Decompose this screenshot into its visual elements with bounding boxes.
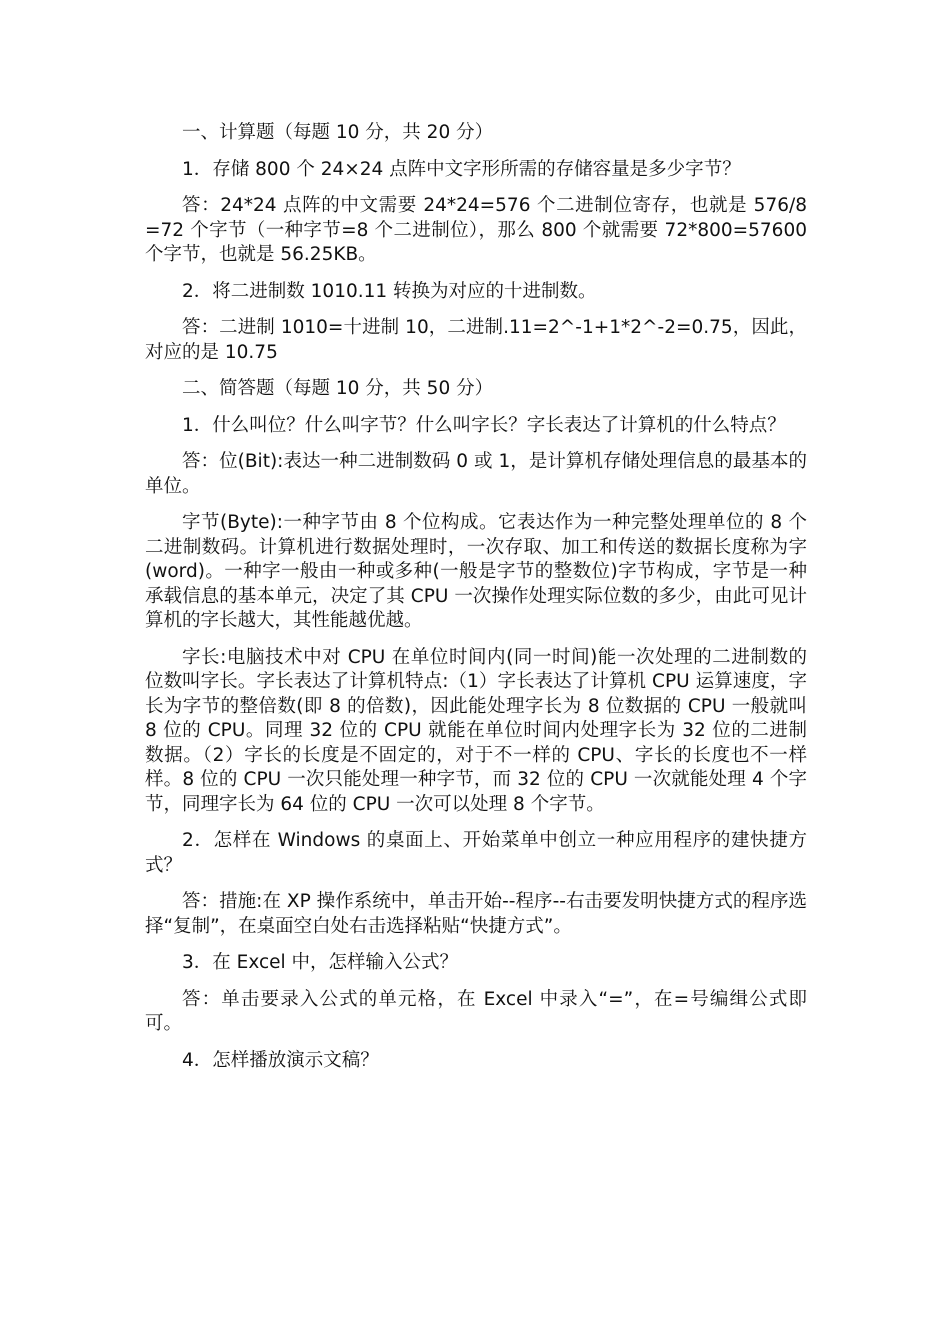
answer-byte: 字节(Byte):一种字节由 8 个位构成。它表达作为一种完整处理单位的 8 个二进制数码。计算机进行数据处理时，一次存取、加工和传送的数据长度称为字(word)。一种字一般由一种或多种(一般是字节的整数位)字节构成，字节是一种承载信息的基本单元，决定了其 CPU 一次操作处理实际位数的多少，由此可见计算机的字长越大，其性能越优越。 [145,512,807,631]
short-question-2: 2．怎样在 Windows 的桌面上、开始菜单中创立一种应用程序的建快捷方式？ [145,830,807,876]
answer-word-length: 字长:电脑技术中对 CPU 在单位时间内(同一时间)能一次处理的二进制数的位数叫字长。字长表达了计算机特点:（1）字长表达了计算机 CPU 运算速度，字长为字节的整倍数(即 8 的倍数)，因此能处理字长为 8 位数据的 CPU 一般就叫 8 位的 CPU。同理 32 位的 CPU 就能在单位时间内处理字长为 32 位的二进制数据。（2）字长的长度是不固定的，对于不一样的 CPU、字长的长度也不一样样。8 位的 CPU 一次只能处理一种字节，而 32 位的 CPU 一次就能处理 4 个字节，同理字长为 64 位的 CPU 一次可以处理 8 个字节。 [145,646,807,815]
short-question-4: 4．怎样播放演示文稿？ [182,1049,379,1071]
section-heading-calculation: 一、计算题（每题 10 分，共 20 分） [182,122,494,143]
document-body [145,121,807,1073]
question-2: 2．将二进制数 1010.11 转换为对应的十进制数。 [182,280,597,302]
short-question-3: 3．在 Excel 中，怎样输入公式？ [182,952,459,973]
answer-bit: 答：位(Bit):表达一种二进制数码 0 或 1，是计算机存储处理信息的最基本的单位。 [145,451,807,497]
answer-shortcut: 答：措施:在 XP 操作系统中，单击开始--程序--右击要发明快捷方式的程序选择“复制”，在桌面空白处右击选择粘贴“快捷方式”。 [145,891,807,937]
short-question-1: 1．什么叫位？什么叫字节？什么叫字长？字长表达了计算机的什么特点？ [182,414,786,436]
question-1: 1．存储 800 个 24×24 点阵中文字形所需的存储容量是多少字节？ [182,158,741,180]
answer-excel-formula: 答：单击要录入公式的单元格，在 Excel 中录入“=”，在=号编缉公式即可。 [145,988,807,1034]
answer-1: 答：24*24 点阵的中文需要 24*24=576 个二进制位寄存，也就是 576/8=72 个字节（一种字节=8 个二进制位），那么 800 个就需要 72*800=57600 个字节，也就是 56.25KB。 [145,195,807,265]
answer-2: 答：二进制 1010=十进制 10，二进制.11=2^-1+1*2^-2=0.75，因此，对应的是 10.75 [145,317,807,363]
section-heading-short-answer: 二、简答题（每题 10 分，共 50 分） [182,378,494,399]
